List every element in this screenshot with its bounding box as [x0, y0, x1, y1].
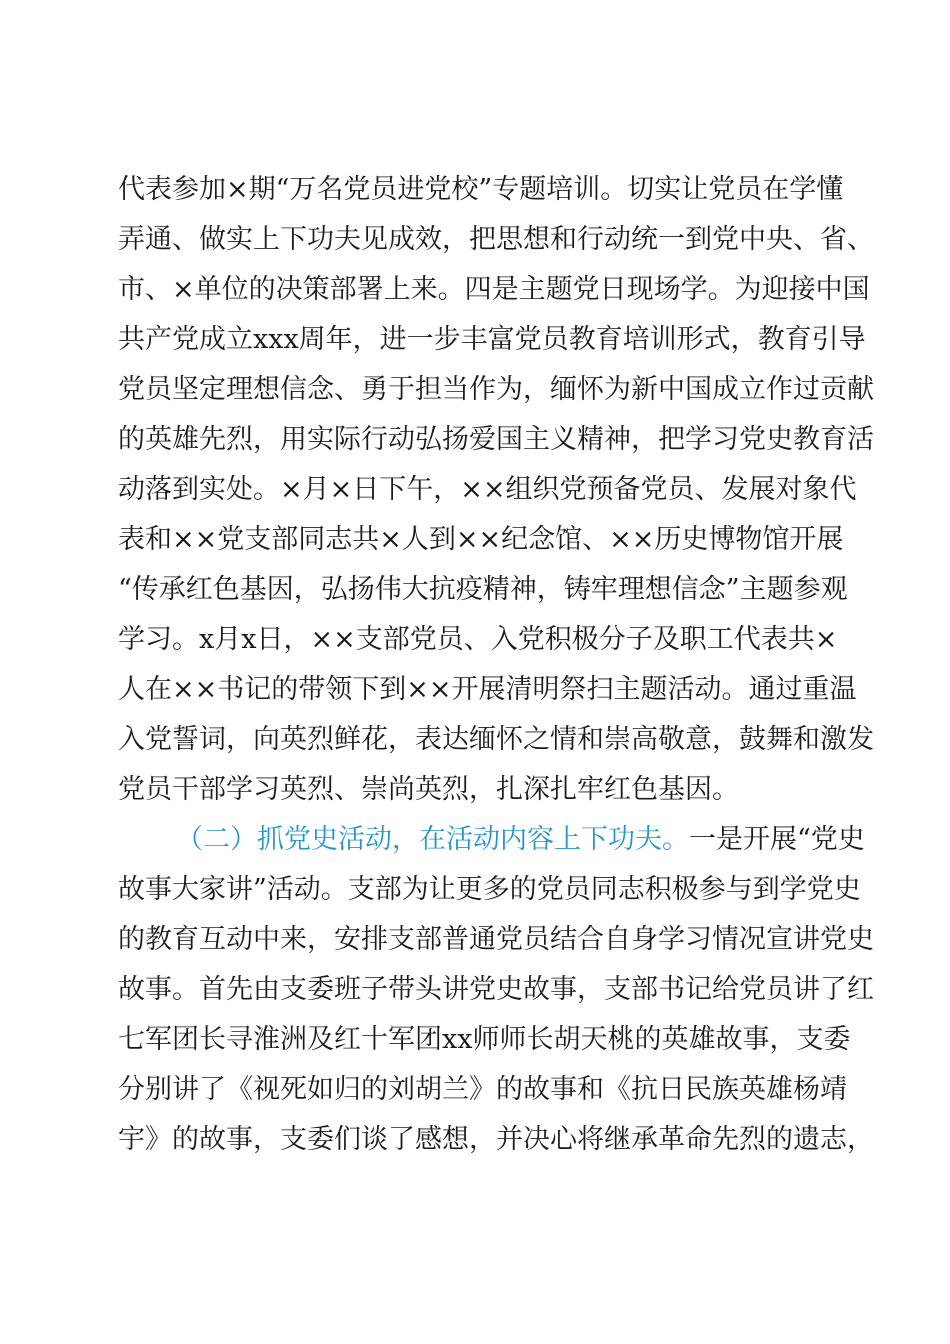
- text-line: 宇》的故事，支委们谈了感想，并决心将继承革命先烈的遗志，: [118, 1124, 874, 1155]
- text-line: 代表参加×期“万名党员进党校”专题培训。切实让党员在学懂: [118, 174, 844, 205]
- text-line: 弄通、做实上下功夫见成效，把思想和行动统一到党中央、省、: [118, 224, 874, 255]
- text-line: “传承红色基因，弘扬伟大抗疫精神，铸牢理想信念”主题参观: [118, 574, 848, 605]
- text-line: 七军团长寻淮洲及红十军团xx师师长胡天桃的英雄故事，支委: [118, 1024, 851, 1055]
- text-line: 故事大家讲”活动。支部为让更多的党员同志积极参与到学党史: [118, 874, 861, 905]
- text-line: 的英雄先烈，用实际行动弘扬爱国主义精神，把学习党史教育活: [118, 424, 874, 455]
- text-line: 党员坚定理想信念、勇于担当作为，缅怀为新中国成立作过贡献: [118, 374, 874, 405]
- text-line: 的教育互动中来，安排支部普通党员结合自身学习情况宣讲党史: [118, 924, 874, 955]
- text-line: 人在××书记的带领下到××开展清明祭扫主题活动。通过重温: [118, 674, 857, 705]
- text-line: 故事。首先由支委班子带头讲党史故事，支部书记给党员讲了红: [118, 974, 874, 1005]
- section-heading-line: [176, 820, 865, 860]
- text-line: 动落到实处。×月×日下午，××组织党预备党员、发展对象代: [118, 474, 857, 505]
- text-line: 共产党成立xxx周年，进一步丰富党员教育培训形式，教育引导: [118, 324, 866, 355]
- section-heading-rest: 一是开展“党史: [689, 824, 865, 855]
- section-heading: （二）抓党史活动，在活动内容上下功夫。: [176, 824, 689, 855]
- text-line: 入党誓词，向英烈鲜花，表达缅怀之情和崇高敬意，鼓舞和激发: [118, 724, 874, 755]
- text-line: 分别讲了《视死如归的刘胡兰》的故事和《抗日民族英雄杨靖: [118, 1074, 847, 1105]
- text-line: 市、×单位的决策部署上来。四是主题党日现场学。为迎接中国: [118, 274, 870, 305]
- text-line: 党员干部学习英烈、崇尚英烈，扎深扎牢红色基因。: [118, 774, 739, 805]
- text-line: 表和××党支部同志共×人到××纪念馆、××历史博物馆开展: [118, 524, 844, 555]
- text-line: 学习。x月x日，××支部党员、入党积极分子及职工代表共×: [118, 624, 838, 655]
